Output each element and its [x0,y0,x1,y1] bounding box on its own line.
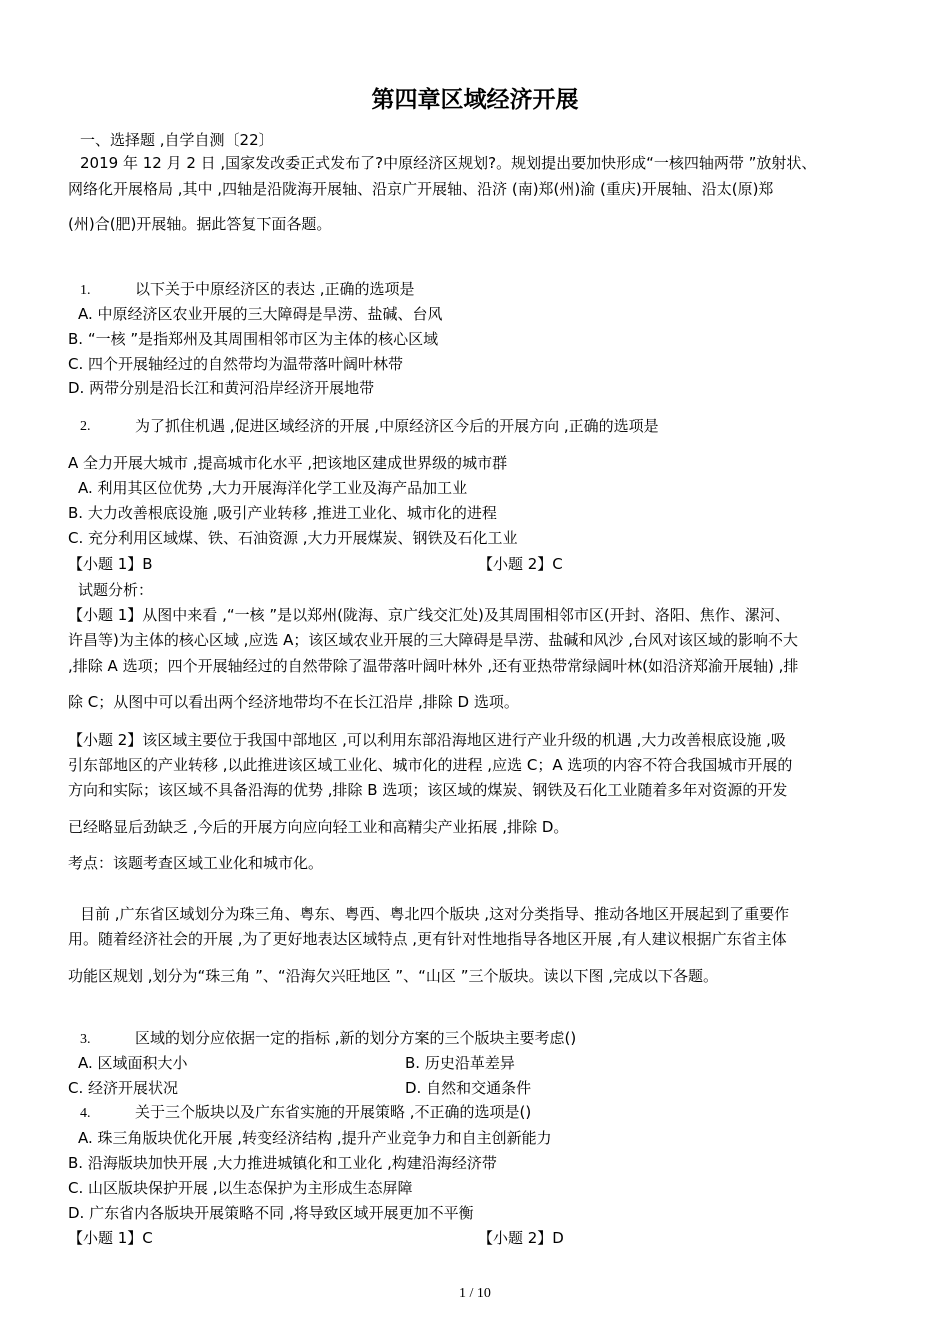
analysis-line: ,排除 A 选项；四个开展轴经过的自然带除了温带落叶阔叶林外 ,还有亚热带常绿阔叶林(如沿济郑渝开展轴) ,排 [68,657,799,675]
intro2-line: 用。随着经济社会的开展 ,为了更好地表达区域特点 ,更有针对性地指导各地区开展 ,有人建议根据广东省主体 [68,930,787,948]
option-d: D. 自然和交通条件 [405,1079,532,1097]
question-stem: 关于三个版块以及广东省实施的开展策略 ,不正确的选项是() [135,1103,532,1121]
question-number: 3. [80,1032,91,1047]
option-c: C. 山区版块保护开展 ,以生态保护为主形成生态屏障 [68,1179,413,1197]
answer-2: 【小题 2】D [478,1229,564,1247]
analysis-line: 引东部地区的产业转移 ,以此推进该区域工业化、城市化的进程 ,应选 C；A 选项的内容不符合我国城市开展的 [68,756,793,774]
answer-2: 【小题 2】C [478,555,563,573]
option-a: A. 利用其区位优势 ,大力开展海洋化学工业及海产品加工业 [78,479,468,497]
option-b: B. 大力改善根底设施 ,吸引产业转移 ,推进工业化、城市化的进程 [68,504,497,522]
option-d: D. 两带分别是沿长江和黄河沿岸经济开展地带 [68,379,375,397]
page-title: 第四章区域经济开展 [371,87,579,113]
analysis-line: 已经略显后劲缺乏 ,今后的开展方向应向轻工业和高精尖产业拓展 ,排除 D。 [68,818,569,836]
question-number: 1. [80,283,91,298]
option-b: B. 沿海版块加快开展 ,大力推进城镇化和工业化 ,构建沿海经济带 [68,1154,497,1172]
answer-1: 【小题 1】C [68,1229,153,1247]
question-stem: 区域的划分应依据一定的指标 ,新的划分方案的三个版块主要考虑() [135,1029,577,1047]
question-number: 2. [80,419,91,434]
analysis-line: 许昌等)为主体的核心区域 ,应选 A；该区域农业开展的三大障碍是旱涝、盐碱和风沙 ,台风对该区域的影响不大 [68,631,798,649]
option-extra: A 全力开展大城市 ,提高城市化水平 ,把该地区建成世界级的城市群 [68,454,508,472]
option-a: A. 区域面积大小 [78,1054,188,1072]
option-b: B. 历史沿革差异 [405,1054,515,1072]
intro1-line: (州)合(肥)开展轴。据此答复下面各题。 [68,215,332,233]
analysis-line: 【小题 2】该区域主要位于我国中部地区 ,可以利用东部沿海地区进行产业升级的机遇 ,大力改善根底设施 ,吸 [68,731,786,749]
page-number: 1 / 10 [459,1286,491,1301]
answer-1: 【小题 1】B [68,555,153,573]
option-d: D. 广东省内各版块开展策略不同 ,将导致区域开展更加不平衡 [68,1204,474,1222]
analysis-line: 【小题 1】从图中来看 ,“一核 ”是以郑州(陇海、京广线交汇处)及其周围相邻市区(开封、洛阳、焦作、漯河、 [68,606,790,624]
option-c: C. 四个开展轴经过的自然带均为温带落叶阔叶林带 [68,355,404,373]
intro2-line: 目前 ,广东省区域划分为珠三角、粤东、粤西、粤北四个版块 ,这对分类指导、推动各地区开展起到了重要作 [80,905,790,923]
option-c: C. 经济开展状况 [68,1079,179,1097]
option-a: A. 中原经济区农业开展的三大障碍是旱涝、盐碱、台风 [78,305,443,323]
analysis-line: 方向和实际；该区域不具备沿海的优势 ,排除 B 选项；该区域的煤炭、钢铁及石化工业随着多年对资源的开发 [68,781,788,799]
question-stem: 以下关于中原经济区的表达 ,正确的选项是 [135,280,415,298]
option-c: C. 充分利用区域煤、铁、石油资源 ,大力开展煤炭、钢铁及石化工业 [68,529,518,547]
analysis-line: 除 C；从图中可以看出两个经济地带均不在长江沿岸 ,排除 D 选项。 [68,693,519,711]
option-b: B. “一核 ”是指郑州及其周围相邻市区为主体的核心区域 [68,330,439,348]
question-number: 4. [80,1106,91,1121]
analysis-header: 试题分析： [78,581,154,599]
intro2-line: 功能区规划 ,划分为“珠三角 ”、“沿海欠兴旺地区 ”、“山区 ”三个版块。读以下图 ,完成以下各题。 [68,967,719,985]
intro1-line: 网络化开展格局 ,其中 ,四轴是沿陇海开展轴、沿京广开展轴、沿济 (南)郑(州)渝 (重庆)开展轴、沿太(原)郑 [68,180,774,198]
section-header: 一、选择题 ,自学自测〔22〕 [80,131,274,149]
option-a: A. 珠三角版块优化开展 ,转变经济结构 ,提升产业竞争力和自主创新能力 [78,1129,552,1147]
kaodian-note: 考点：该题考查区域工业化和城市化。 [68,854,324,872]
question-stem: 为了抓住机遇 ,促进区域经济的开展 ,中原经济区今后的开展方向 ,正确的选项是 [135,417,659,435]
intro1-line: 2019 年 12 月 2 日 ,国家发改委正式发布了?中原经济区规划?。规划提出要加快形成“一核四轴两带 ”放射状、 [80,154,817,172]
